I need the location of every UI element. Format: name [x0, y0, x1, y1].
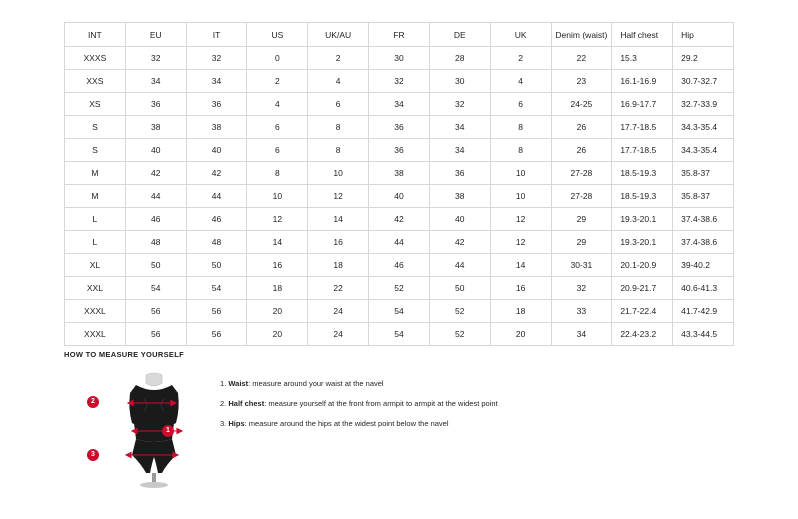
cell-denim-waist: 29 [551, 231, 612, 254]
column-header-it: IT [186, 23, 247, 47]
cell-uk-au: 6 [308, 93, 369, 116]
cell-uk: 4 [490, 70, 551, 93]
table-row [65, 323, 734, 346]
cell-half-chest: 20.1-20.9 [612, 254, 673, 277]
cell-de: 30 [429, 70, 490, 93]
cell-half-chest: 18.5-19.3 [612, 185, 673, 208]
cell-denim-waist: 26 [551, 116, 612, 139]
cell-de: 52 [429, 323, 490, 346]
cell-eu: 32 [125, 47, 186, 70]
cell-denim-waist: 27-28 [551, 185, 612, 208]
measurement-note-hips [220, 419, 498, 428]
cell-half-chest: 19.3-20.1 [612, 208, 673, 231]
cell-us: 10 [247, 185, 308, 208]
cell-hip: 43.3-44.5 [673, 323, 734, 346]
cell-eu: 50 [125, 254, 186, 277]
cell-fr: 30 [369, 47, 430, 70]
cell-de: 50 [429, 277, 490, 300]
cell-de: 36 [429, 162, 490, 185]
cell-uk-au: 4 [308, 70, 369, 93]
column-header-eu: EU [125, 23, 186, 47]
cell-uk: 10 [490, 162, 551, 185]
table-row [65, 208, 734, 231]
cell-half-chest: 15.3 [612, 47, 673, 70]
cell-de: 52 [429, 300, 490, 323]
note-text-waist: : measure around your waist at the navel [248, 379, 384, 388]
table-row [65, 277, 734, 300]
table-row [65, 231, 734, 254]
cell-half-chest: 17.7-18.5 [612, 116, 673, 139]
cell-uk-au: 24 [308, 323, 369, 346]
cell-de: 40 [429, 208, 490, 231]
cell-us: 6 [247, 116, 308, 139]
cell-hip: 41.7-42.9 [673, 300, 734, 323]
cell-us: 20 [247, 300, 308, 323]
cell-it: 42 [186, 162, 247, 185]
column-header-us: US [247, 23, 308, 47]
cell-half-chest: 17.7-18.5 [612, 139, 673, 162]
cell-hip: 29.2 [673, 47, 734, 70]
cell-us: 0 [247, 47, 308, 70]
cell-int: M [65, 185, 126, 208]
cell-it: 38 [186, 116, 247, 139]
cell-de: 42 [429, 231, 490, 254]
cell-denim-waist: 30-31 [551, 254, 612, 277]
cell-hip: 34.3-35.4 [673, 116, 734, 139]
cell-it: 32 [186, 47, 247, 70]
table-row [65, 116, 734, 139]
cell-it: 56 [186, 300, 247, 323]
measure-badge-2: 2 [87, 396, 99, 408]
column-header-hip: Hip [673, 23, 734, 47]
cell-half-chest: 16.9-17.7 [612, 93, 673, 116]
cell-hip: 37.4-38.6 [673, 231, 734, 254]
cell-fr: 54 [369, 300, 430, 323]
cell-denim-waist: 29 [551, 208, 612, 231]
table-row [65, 70, 734, 93]
cell-int: XXXL [65, 323, 126, 346]
cell-eu: 56 [125, 323, 186, 346]
cell-fr: 34 [369, 93, 430, 116]
table-row [65, 162, 734, 185]
cell-it: 40 [186, 139, 247, 162]
cell-uk: 6 [490, 93, 551, 116]
cell-fr: 44 [369, 231, 430, 254]
cell-uk: 2 [490, 47, 551, 70]
cell-eu: 34 [125, 70, 186, 93]
cell-denim-waist: 22 [551, 47, 612, 70]
cell-it: 56 [186, 323, 247, 346]
cell-uk-au: 22 [308, 277, 369, 300]
note-label-hips: Hips [228, 419, 245, 428]
cell-fr: 54 [369, 323, 430, 346]
cell-int: XXXS [65, 47, 126, 70]
cell-fr: 36 [369, 139, 430, 162]
cell-it: 46 [186, 208, 247, 231]
cell-half-chest: 16.1-16.9 [612, 70, 673, 93]
how-to-measure-body [64, 369, 744, 489]
cell-uk-au: 8 [308, 116, 369, 139]
cell-us: 4 [247, 93, 308, 116]
cell-int: XXXL [65, 300, 126, 323]
measurement-notes [220, 369, 498, 439]
table-row [65, 93, 734, 116]
cell-denim-waist: 32 [551, 277, 612, 300]
cell-it: 36 [186, 93, 247, 116]
cell-us: 6 [247, 139, 308, 162]
cell-hip: 37.4-38.6 [673, 208, 734, 231]
cell-fr: 36 [369, 116, 430, 139]
cell-int: M [65, 162, 126, 185]
cell-uk: 10 [490, 185, 551, 208]
size-chart-table [64, 22, 734, 346]
cell-half-chest: 22.4-23.2 [612, 323, 673, 346]
cell-int: XL [65, 254, 126, 277]
measurement-note-half-chest [220, 399, 498, 408]
cell-uk-au: 14 [308, 208, 369, 231]
cell-half-chest: 19.3-20.1 [612, 231, 673, 254]
note-label-half-chest: Half chest [228, 399, 265, 408]
cell-us: 18 [247, 277, 308, 300]
cell-eu: 36 [125, 93, 186, 116]
cell-int: XXS [65, 70, 126, 93]
table-row [65, 185, 734, 208]
cell-int: S [65, 116, 126, 139]
table-row [65, 47, 734, 70]
cell-us: 8 [247, 162, 308, 185]
cell-half-chest: 18.5-19.3 [612, 162, 673, 185]
cell-de: 28 [429, 47, 490, 70]
cell-uk-au: 16 [308, 231, 369, 254]
cell-fr: 42 [369, 208, 430, 231]
how-to-measure-section [64, 350, 744, 489]
cell-hip: 40.6-41.3 [673, 277, 734, 300]
column-header-int: INT [65, 23, 126, 47]
cell-eu: 40 [125, 139, 186, 162]
cell-uk-au: 24 [308, 300, 369, 323]
cell-uk: 12 [490, 231, 551, 254]
cell-hip: 35.8-37 [673, 185, 734, 208]
cell-fr: 38 [369, 162, 430, 185]
cell-eu: 38 [125, 116, 186, 139]
cell-uk: 14 [490, 254, 551, 277]
table-row [65, 300, 734, 323]
cell-uk-au: 8 [308, 139, 369, 162]
cell-us: 14 [247, 231, 308, 254]
cell-int: L [65, 231, 126, 254]
cell-int: S [65, 139, 126, 162]
cell-uk-au: 10 [308, 162, 369, 185]
cell-us: 16 [247, 254, 308, 277]
cell-eu: 46 [125, 208, 186, 231]
size-chart-table-wrapper [64, 22, 734, 346]
table-row [65, 254, 734, 277]
cell-it: 34 [186, 70, 247, 93]
cell-fr: 52 [369, 277, 430, 300]
how-to-measure-title: HOW TO MEASURE YOURSELF [64, 350, 184, 359]
cell-fr: 32 [369, 70, 430, 93]
column-header-de: DE [429, 23, 490, 47]
cell-it: 48 [186, 231, 247, 254]
cell-uk-au: 18 [308, 254, 369, 277]
table-header [65, 23, 734, 47]
table-header-row [65, 23, 734, 47]
table-body [65, 47, 734, 346]
column-header-half-chest: Half chest [612, 23, 673, 47]
cell-uk: 18 [490, 300, 551, 323]
note-label-waist: Waist [228, 379, 249, 388]
cell-uk-au: 2 [308, 47, 369, 70]
column-header-uk-au: UK/AU [308, 23, 369, 47]
cell-hip: 35.8-37 [673, 162, 734, 185]
cell-hip: 30.7-32.7 [673, 70, 734, 93]
cell-hip: 34.3-35.4 [673, 139, 734, 162]
measure-badge-3: 3 [87, 449, 99, 461]
cell-int: XS [65, 93, 126, 116]
cell-it: 54 [186, 277, 247, 300]
note-number-3: 3. [220, 419, 227, 428]
cell-denim-waist: 24-25 [551, 93, 612, 116]
cell-denim-waist: 33 [551, 300, 612, 323]
measurement-figure [84, 369, 204, 489]
measurement-note-waist [220, 379, 498, 388]
note-text-hips: : measure around the hips at the widest point below the navel [244, 419, 449, 428]
cell-it: 50 [186, 254, 247, 277]
cell-uk: 8 [490, 139, 551, 162]
cell-denim-waist: 26 [551, 139, 612, 162]
table-row [65, 139, 734, 162]
cell-int: XXL [65, 277, 126, 300]
cell-denim-waist: 23 [551, 70, 612, 93]
mannequin-illustration [106, 369, 202, 489]
note-number-1: 1. [220, 379, 227, 388]
cell-hip: 39-40.2 [673, 254, 734, 277]
cell-eu: 48 [125, 231, 186, 254]
cell-uk-au: 12 [308, 185, 369, 208]
cell-uk: 12 [490, 208, 551, 231]
cell-de: 34 [429, 116, 490, 139]
cell-hip: 32.7-33.9 [673, 93, 734, 116]
cell-eu: 44 [125, 185, 186, 208]
cell-us: 2 [247, 70, 308, 93]
column-header-uk: UK [490, 23, 551, 47]
cell-denim-waist: 34 [551, 323, 612, 346]
cell-eu: 42 [125, 162, 186, 185]
cell-it: 44 [186, 185, 247, 208]
cell-fr: 40 [369, 185, 430, 208]
cell-de: 32 [429, 93, 490, 116]
cell-eu: 54 [125, 277, 186, 300]
cell-fr: 46 [369, 254, 430, 277]
cell-de: 38 [429, 185, 490, 208]
cell-half-chest: 20.9-21.7 [612, 277, 673, 300]
cell-uk: 8 [490, 116, 551, 139]
note-text-half-chest: : measure yourself at the front from armpit to armpit at the widest point [264, 399, 498, 408]
cell-uk: 16 [490, 277, 551, 300]
note-number-2: 2. [220, 399, 227, 408]
cell-us: 20 [247, 323, 308, 346]
cell-us: 12 [247, 208, 308, 231]
cell-de: 34 [429, 139, 490, 162]
measure-badge-1: 1 [162, 425, 174, 437]
cell-uk: 20 [490, 323, 551, 346]
cell-denim-waist: 27-28 [551, 162, 612, 185]
cell-de: 44 [429, 254, 490, 277]
cell-int: L [65, 208, 126, 231]
column-header-denim-waist: Denim (waist) [551, 23, 612, 47]
cell-eu: 56 [125, 300, 186, 323]
column-header-fr: FR [369, 23, 430, 47]
cell-half-chest: 21.7-22.4 [612, 300, 673, 323]
